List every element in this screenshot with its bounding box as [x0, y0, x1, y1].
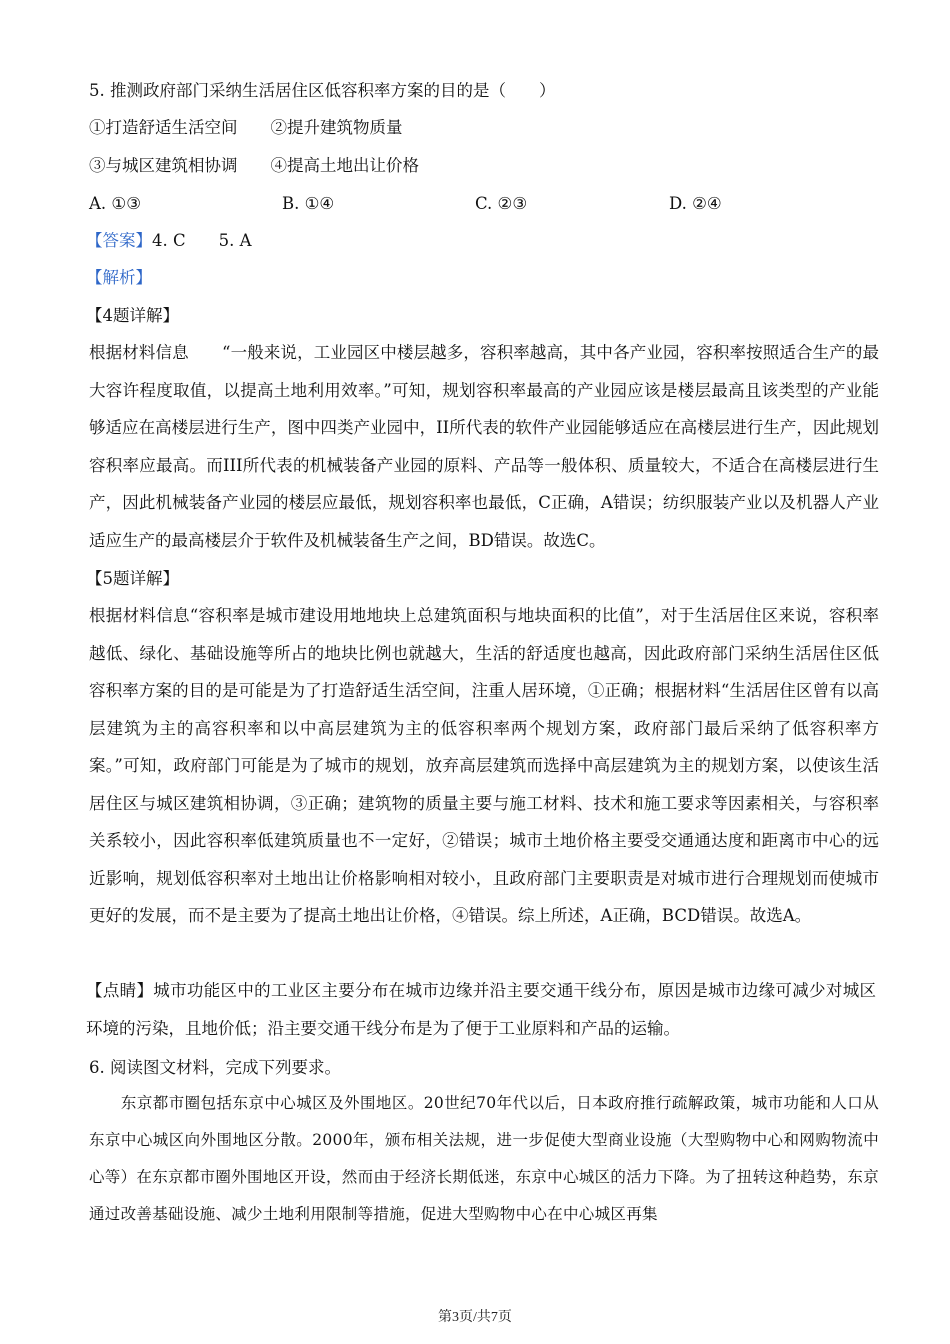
- q4-detail-heading: 【4题详解】: [86, 306, 179, 325]
- question-6-stem: 6. 阅读图文材料，完成下列要求。: [89, 1058, 341, 1077]
- q5-detail-heading: 【5题详解】: [86, 569, 179, 588]
- option-c: C. ②③: [475, 194, 528, 213]
- option-b: B. ①④: [282, 194, 335, 213]
- question-5-statements-1: ①打造舒适生活空间 ②提升建筑物质量: [89, 118, 403, 137]
- question-5-stem: 5. 推测政府部门采纳生活居住区低容积率方案的目的是（ ）: [89, 81, 556, 100]
- tip-paragraph: [86, 972, 876, 1047]
- option-d: D. ②④: [669, 194, 722, 213]
- q5-detail-body: 根据材料信息“容积率是城市建设用地地块上总建筑面积与地块面积的比值”，对于生活居住区来说，容积率越低、绿化、基础设施等所占的地块比例也就越大，生活的舒适度也越高，因此政府部门采纳生活居住区低容积率方案的目的是可能是为了打造舒适生活空间，注重人居环境，①正确；根据材料“生活居住区曾有以高层建筑为主的高容积率和以中高层建筑为主的低容积率两个规划方案，政府部门最后采纳了低容积率方案。”可知，政府部门可能是为了城市的规划，放弃高层建筑而选择中高层建筑为主的规划方案，以使该生活居住区与城区建筑相协调，③正确；建筑物的质量主要与施工材料、技术和施工要求等因素相关，与容积率关系较小，因此容积率低建筑质量也不一定好，②错误；城市土地价格主要受交通通达度和距离市中心的远近影响，规划低容积率对土地出让价格影响相对较小，且政府部门主要职责是对城市进行合理规划而使城市更好的发展，而不是主要为了提高土地出让价格，④错误。综上所述，A正确，BCD错误。故选A。: [89, 606, 879, 925]
- answer-text: 4. C 5. A: [152, 231, 252, 250]
- answer-line: [86, 231, 252, 251]
- tip-body: 城市功能区中的工业区主要分布在城市边缘并沿主要交通干线分布，原因是城市边缘可减少对城区环境的污染，且地价低；沿主要交通干线分布是为了便于工业原料和产品的运输。: [86, 981, 877, 1038]
- answer-tag: 【答案】: [86, 231, 152, 250]
- question-6-material: 东京都市圈包括东京中心城区及外围地区。20世纪70年代以后，日本政府推行疏解政策，城市功能和人口从东京中心城区向外围地区分散。2000年，颁布相关法规，进一步促使大型商业设施（大型购物中心和网购物流中心等）在东京都市圈外围地区开设，然而由于经济长期低迷，东京中心城区的活力下降。为了扭转这种趋势，东京通过改善基础设施、减少土地利用限制等措施，促进大型购物中心在中心城区再集: [89, 1094, 880, 1223]
- tip-tag: 【点睛】: [86, 981, 154, 1000]
- page-footer: 第3页/共7页: [438, 1310, 512, 1325]
- q4-detail-body: 根据材料信息 “一般来说，工业园区中楼层越多，容积率越高，其中各产业园，容积率按照适合生产的最大容许程度取值，以提高土地利用效率。”可知，规划容积率最高的产业园应该是楼层最高且该类型的产业能够适应在高楼层进行生产，图中四类产业园中，II所代表的软件产业园能够适应在高楼层进行生产，因此规划容积率应最高。而III所代表的机械装备产业园的原料、产品等一般体积、质量较大，不适合在高楼层进行生产，因此机械装备产业园的楼层应最低，规划容积率也最低，C正确，A错误；纺织服装产业以及机器人产业适应生产的最高楼层介于软件及机械装备生产之间，BD错误。故选C。: [89, 343, 879, 550]
- question-5-statements-2: ③与城区建筑相协调 ④提高土地出让价格: [89, 156, 419, 175]
- option-a: A. ①③: [89, 194, 141, 213]
- analysis-tag: 【解析】: [86, 268, 152, 287]
